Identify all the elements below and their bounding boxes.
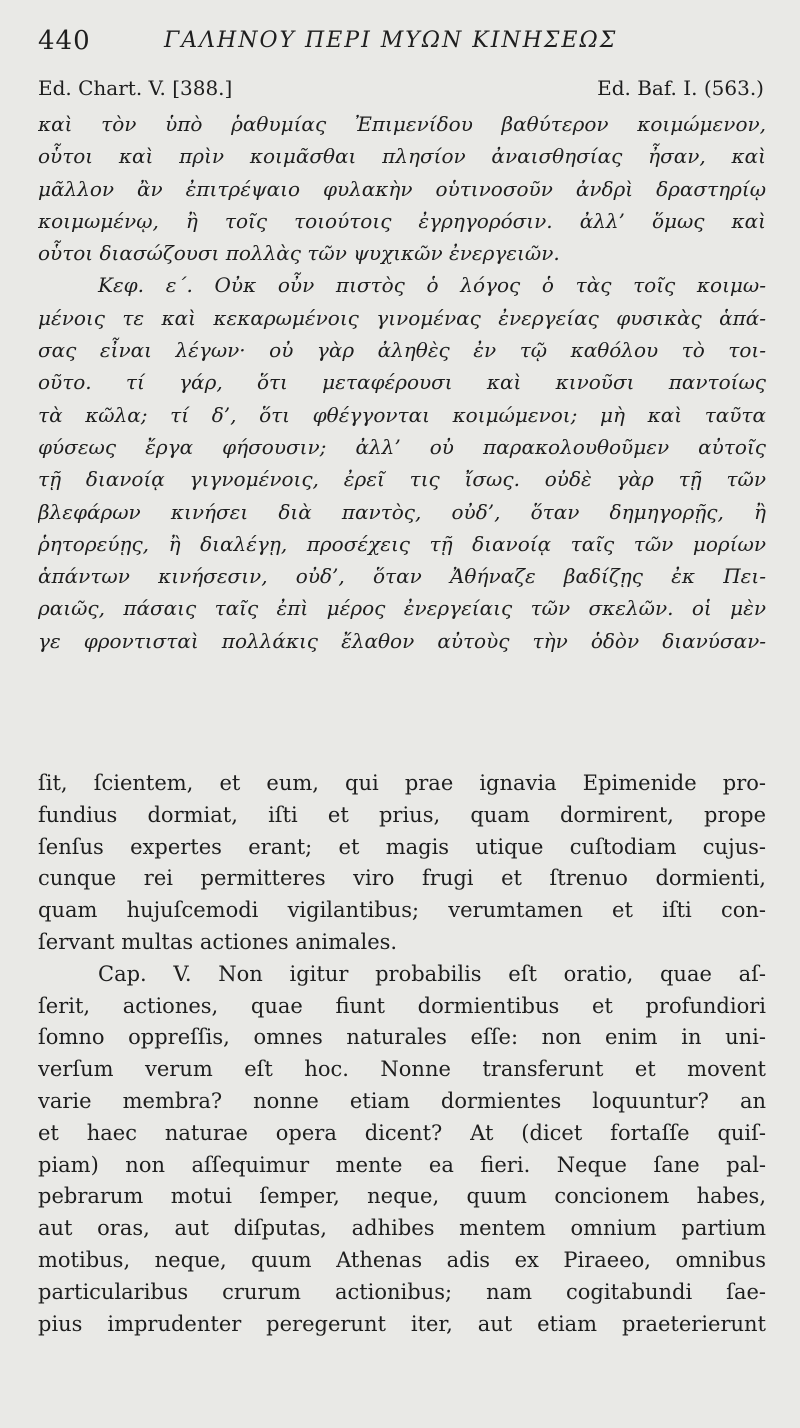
- latin-line: quam hujuſcemodi vigilantibus; verumtamen et iſti con-: [38, 898, 766, 923]
- greek-line: φύσεως ἔργα φήσουσιν; ἀλλ’ οὐ παρακολουθοῦμεν αὐτοῖς: [38, 434, 766, 459]
- greek-line: μᾶλλον ἂν ἐπιτρέψαιο φυλακὴν οὑτινοσοῦν ἀνδρὶ δραστηρίῳ: [38, 176, 766, 201]
- greek-line: βλεφάρων κινήσει διὰ παντὸς, οὐδ’, ὅταν δημηγορῇς, ἢ: [38, 499, 766, 524]
- greek-line: οῦτο. τί γάρ, ὅτι μεταφέρουσι καὶ κινοῦσι παντοίως: [38, 370, 766, 395]
- latin-line: et haec naturae opera dicent? At (dicet fortaſſe quiſ-: [38, 1120, 766, 1145]
- greek-line: καὶ τὸν ὑπὸ ῥαθυμίας Ἐπιμενίδου βαθύτερον κοιμώμενον,: [38, 112, 766, 136]
- latin-line: verſum verum eſt hoc. Nonne transferunt et movent: [38, 1057, 766, 1082]
- greek-line: οὗτοι καὶ πρὶν κοιμᾶσθαι πλησίον ἀναισθησίας ἦσαν, καὶ: [38, 144, 766, 169]
- latin-line: ſit, ſcientem, et eum, qui prae ignavia Epimenide pro-: [38, 771, 766, 795]
- latin-line: fundius dormiat, iſti et prius, quam dormirent, prope: [38, 802, 766, 827]
- latin-line: piam) non aſſequimur mente ea fieri. Neque ſane pal-: [38, 1152, 766, 1177]
- latin-line: particularibus crurum actionibus; nam cogitabundi ſae-: [38, 1279, 766, 1304]
- greek-line: μένοις τε καὶ κεκαρωμένοις γινομένας ἐνεργείας φυσικὰς ἁπά-: [38, 305, 766, 330]
- greek-line: κοιμωμένῳ, ἢ τοῖς τοιούτοις ἐγρηγορόσιν. ἀλλ’ ὅμως καὶ: [38, 208, 766, 233]
- latin-line: pebrarum motui ſemper, neque, quum concionem habes,: [38, 1184, 766, 1209]
- running-title: ΓΑΛΗΝΟΥ ΠΕΡΙ ΜΥΩΝ ΚΙΝΗΣΕΩΣ: [164, 28, 618, 53]
- latin-line: pius imprudenter peregerunt iter, aut etiam praeterierunt: [38, 1311, 766, 1336]
- latin-chapter-heading-line: Cap. V. Non igitur probabilis eſt oratio, quae aſ-: [98, 961, 766, 986]
- latin-text-block: [38, 768, 766, 1340]
- greek-line: ῥητορεύῃς, ἢ διαλέγῃ, προσέχεις τῇ διανοίᾳ ταῖς τῶν μορίων: [38, 531, 766, 556]
- latin-line: ſerit, actiones, quae fiunt dormientibus et profundiori: [38, 993, 766, 1018]
- edition-basel: Ed. Baf. I. (563.): [597, 76, 764, 100]
- greek-line: γε φροντισταὶ πολλάκις ἔλαθον αὐτοὺς τὴν ὁδὸν διανύσαν-: [38, 628, 766, 653]
- latin-line: varie membra? nonne etiam dormientes loquuntur? an: [38, 1088, 766, 1113]
- greek-line: ραιῶς, πάσαις ταῖς ἐπὶ μέρος ἐνεργείαις τῶν σκελῶν. οἱ μὲν: [38, 596, 766, 621]
- latin-line: ſomno oppreſſis, omnes naturales eſſe: non enim in uni-: [38, 1025, 766, 1050]
- latin-line: motibus, neque, quum Athenas adis ex Piraeeo, omnibus: [38, 1247, 766, 1272]
- greek-chapter-heading-line: Κεφ. ε΄. Οὐκ οὖν πιστὸς ὁ λόγος ὁ τὰς τοῖς κοιμω-: [98, 273, 766, 298]
- latin-line: ſervant multas actiones animales.: [38, 929, 398, 954]
- greek-line: τὰ κῶλα; τί δ’, ὅτι φθέγγονται κοιμώμενοι; μὴ καὶ ταῦτα: [38, 402, 766, 427]
- latin-line: aut oras, aut diſputas, adhibes mentem omnium partium: [38, 1216, 766, 1241]
- greek-line: σας εἶναι λέγων· οὐ γὰρ ἀληθὲς ἐν τῷ καθόλου τὸ τοι-: [38, 338, 766, 363]
- greek-line: ἁπάντων κινήσεσιν, οὐδ’, ὅταν Ἀθήναζε βαδίζῃς ἐκ Πει-: [38, 564, 766, 589]
- edition-chartier: Ed. Chart. V. [388.]: [38, 76, 233, 100]
- greek-line: τῇ διανοίᾳ γιγνομένοις, ἐρεῖ τις ἴσως. οὐδὲ γὰρ τῇ τῶν: [38, 467, 766, 492]
- greek-line: οὗτοι διασώζουσι πολλὰς τῶν ψυχικῶν ἐνεργειῶν.: [38, 241, 560, 266]
- latin-line: ſenſus expertes erant; et magis utique cuſtodiam cujus-: [38, 834, 766, 859]
- greek-text-block: [38, 108, 766, 657]
- latin-line: cunque rei permitteres viro frugi et ſtrenuo dormienti,: [38, 866, 766, 891]
- page-number: 440: [38, 26, 91, 56]
